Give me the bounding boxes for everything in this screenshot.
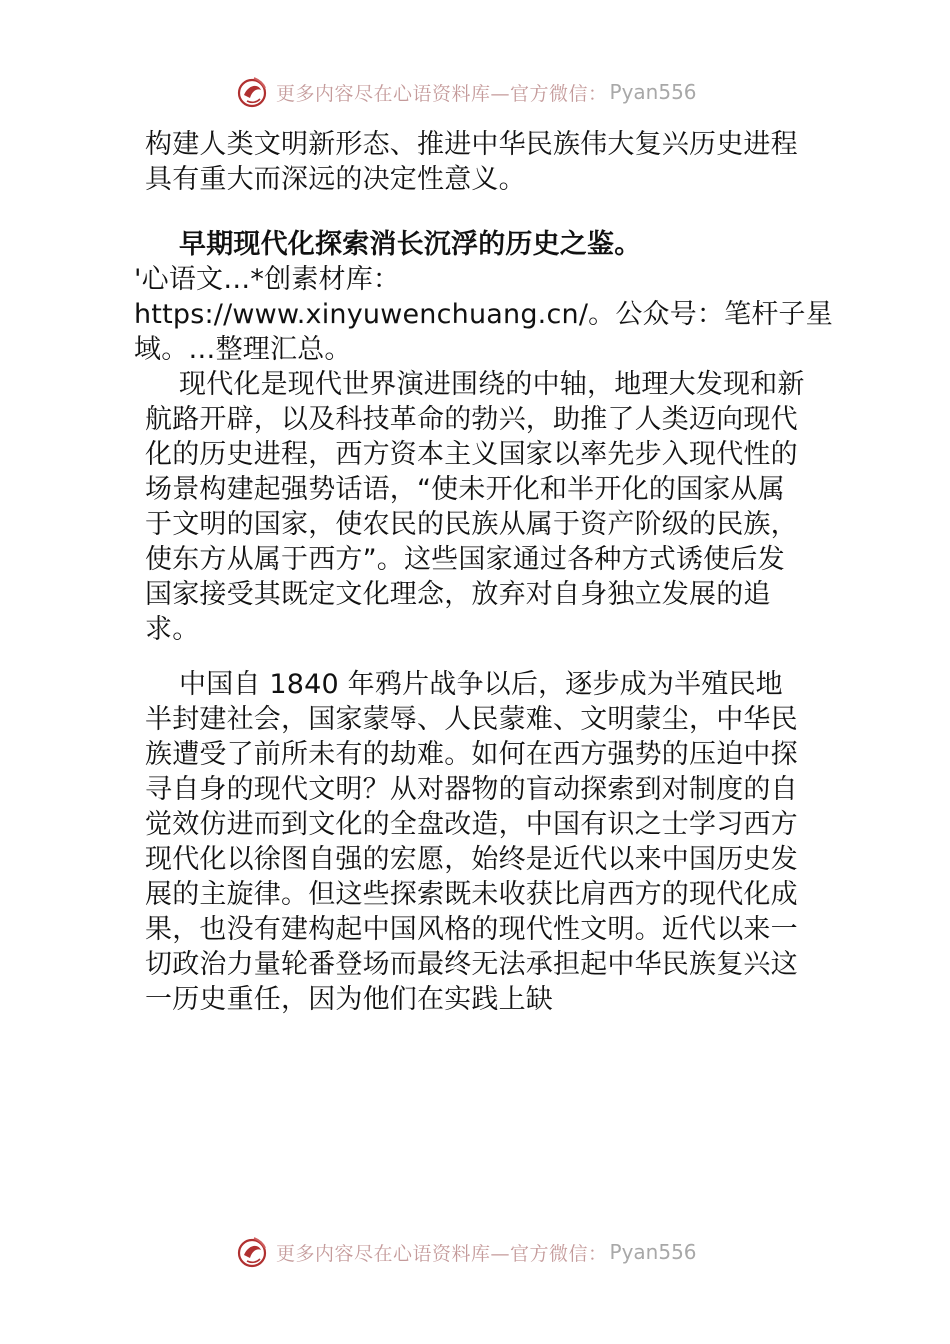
watermark-wechat-id: Pyan556 — [609, 1240, 697, 1264]
xinyu-logo-icon — [234, 1234, 270, 1270]
paragraph-modernization: 现代化是现代世界演进围绕的中轴，地理大发现和新航路开辟，以及科技革命的勃兴，助推了人类迈向现代化的历史进程，西方资本主义国家以率先步入现代性的场景构建起强势话语，“使未开化和半开化的国家从属于文明的国家，使农民的民族从属于资产阶级的民族，使东方从属于西方”。这些国家通过各种方式诱使后发国家接受其既定文化理念，放弃对自身独立发展的追求。 — [145, 369, 805, 645]
document-body — [0, 127, 950, 1017]
paragraph-china-history: 中国自 1840 年鸦片战争以后，逐步成为半殖民地半封建社会，国家蒙辱、人民蒙难、文明蒙尘，中华民族遭受了前所未有的劫难。如何在西方强势的压迫中探寻自身的现代文明？从对器物的盲动探索到对制度的自觉效仿进而到文化的全盘改造，中国有识之士学习西方现代化以徐图自强的宏愿，始终是近代以来中国历史发展的主旋律。但这些探索既未收获比肩西方的现代化成果，也没有建构起中国风格的现代性文明。近代以来一切政治力量轮番登场而最终无法承担起中华民族复兴这一历史重任，因为他们在实践上缺 — [145, 669, 798, 1015]
watermark-text: 更多内容尽在心语资料库—官方微信： — [276, 1242, 608, 1265]
xinyu-logo-icon — [234, 74, 270, 110]
paragraph-intro: 构建人类文明新形态、推进中华民族伟大复兴历史进程具有重大而深远的决定性意义。 — [145, 129, 798, 195]
footer-watermark — [234, 1232, 754, 1272]
watermark-text: 更多内容尽在心语资料库—官方微信： — [276, 82, 608, 105]
header-watermark — [234, 72, 754, 112]
watermark-wechat-id: Pyan556 — [609, 80, 697, 104]
source-note: '心语文…*创素材库：https://www.xinyuwenchuang.cn/。公众号：笔杆子星域。…整理汇总。 — [134, 264, 833, 365]
section-heading: 早期现代化探索消长沉浮的历史之鉴。 — [179, 229, 642, 260]
